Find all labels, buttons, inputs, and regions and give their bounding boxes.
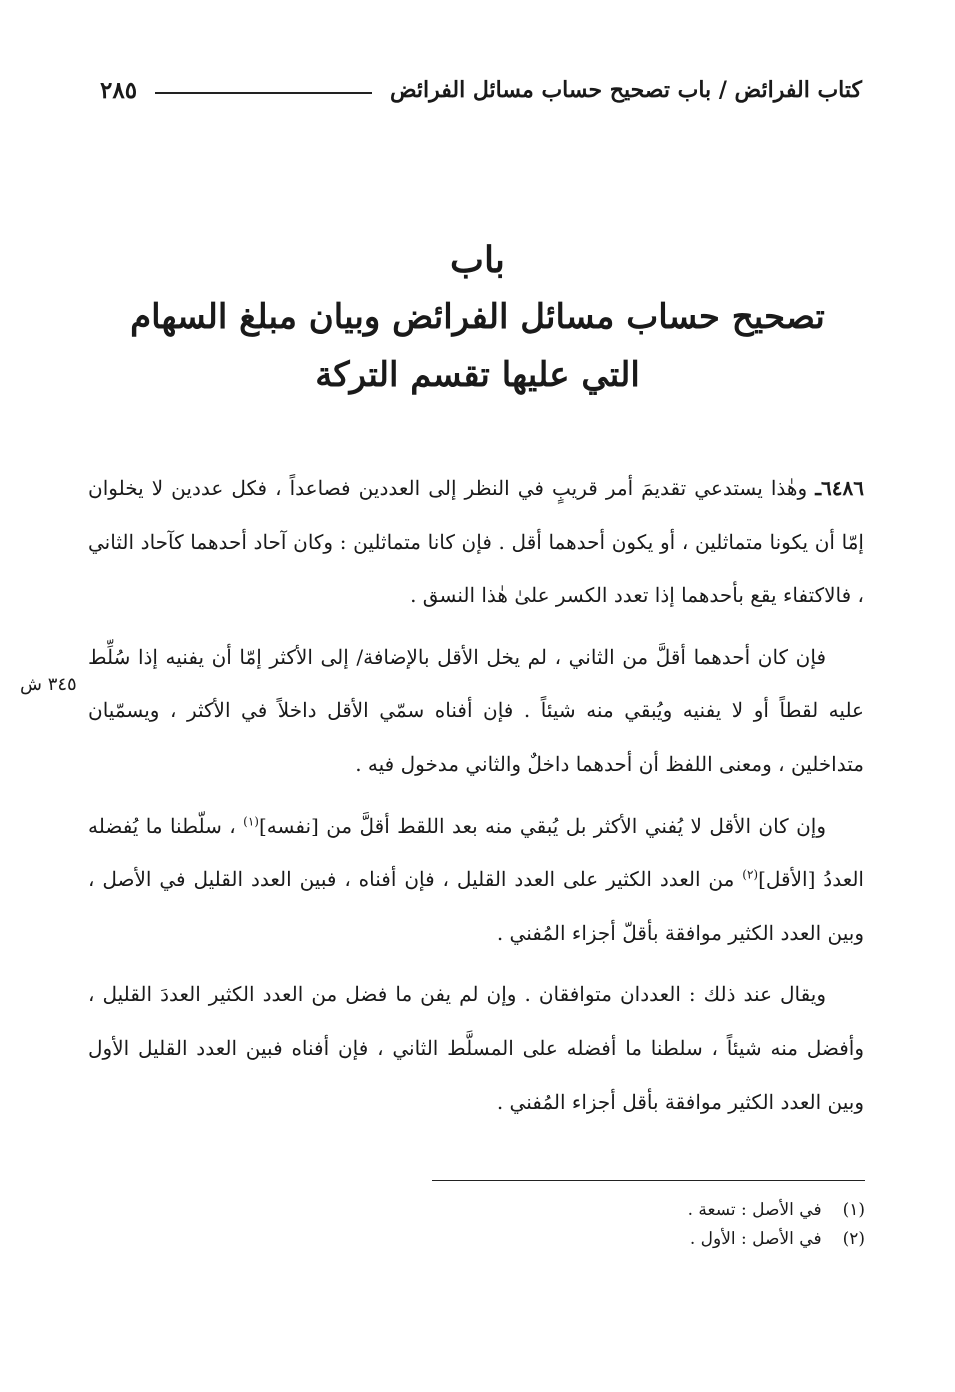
footnote: [265, 1225, 865, 1254]
running-title: كتاب الفرائض / باب تصحيح حساب مسائل الفرائض: [389, 77, 862, 103]
paragraph-2-text: فإن كان أحدهما أقلَّ من الثاني ، لم يخل الأقل بالإضافة/ إلى الأكثر إمّا أن يفنيه إذا سُلِّط عليه لقطاً أو لا يفنيه ويُبقي منه شيئاً . فإن أفناه سمّي الأقل داخلاً في الأكثر ، ويسمّيان متداخلين ، ومعنى اللفظ أن أحدهما داخلٌ والثاني مدخول فيه .: [88, 644, 864, 776]
paragraph-number: ٦٤٨٦ـ: [815, 476, 865, 500]
chapter-heading-line-3: التي عليها تقسم التركة: [315, 355, 640, 395]
paragraph-4: [88, 968, 864, 1129]
paragraph-3: [88, 800, 864, 961]
footnote-mark: (١): [842, 1200, 865, 1220]
paragraph-3-text-c: من العدد الكثير على العدد القليل ، فإن أفناه ، فبين العدد القليل في الأصل ، وبين العدد الكثير موافقة بأقلّ أجزاء المُفني .: [88, 867, 864, 945]
paragraph-1-text: وهٰذا يستدعي تقديمَ أمر قريبٍ في النظر إلى العددين فصاعداً ، فكل عددين لا يخلوان إمّا أن يكونا متماثلين ، أو يكون أحدهما أقل . فإن كانا متماثلين : وكان آحاد أحدهما كآحاد الثاني ، فالاكتفاء يقع بأحدهما إذا تعدد الكسر علىٰ هٰذا النسق .: [88, 476, 864, 608]
chapter-heading-line-1: باب: [450, 239, 505, 281]
running-header: [100, 70, 862, 110]
paragraph-1: [88, 462, 864, 623]
footnote-text: في الأصل : تسعة .: [687, 1200, 822, 1220]
footnote-mark: (٢): [842, 1229, 865, 1249]
paragraph-2: [88, 631, 864, 792]
footnote: [265, 1196, 865, 1225]
paragraph-4-text: ويقال عند ذلك : العددان متوافقان . وإن لم يفن ما فضل من العدد الكثير العددَ القليل ، وأفضل منه شيئاً ، سلطنا ما أفضله على المسلَّط الثاني ، فإن أفناه فبين العدد القليل الأول وبين العدد الكثير موافقة بأقل أجزاء المُفني .: [88, 982, 864, 1114]
footnote-ref-1[interactable]: (١): [243, 813, 259, 828]
body-text: [88, 462, 864, 1129]
paragraph-3-text-a: وإن كان الأقل لا يُفني الأكثر بل يُبقي منه بعد اللقط أقلَّ من [نفسه]: [258, 813, 826, 838]
footnotes: [265, 1196, 865, 1254]
header-rule: [155, 92, 372, 94]
paragraph-3-text-b: ، سلّطنا ما يُفضله العددُ [الأقل]: [88, 813, 864, 892]
footnote-ref-2[interactable]: (٢): [742, 867, 759, 882]
footnote-text: في الأصل : الأول .: [689, 1229, 822, 1249]
chapter-heading: [90, 232, 865, 404]
footnote-rule: [432, 1180, 865, 1181]
margin-manuscript-ref: ٣٤٥ ش: [20, 674, 77, 695]
page-number: ٢٨٥: [100, 76, 138, 104]
chapter-heading-line-2: تصحيح حساب مسائل الفرائض وبيان مبلغ السهام: [130, 297, 825, 337]
